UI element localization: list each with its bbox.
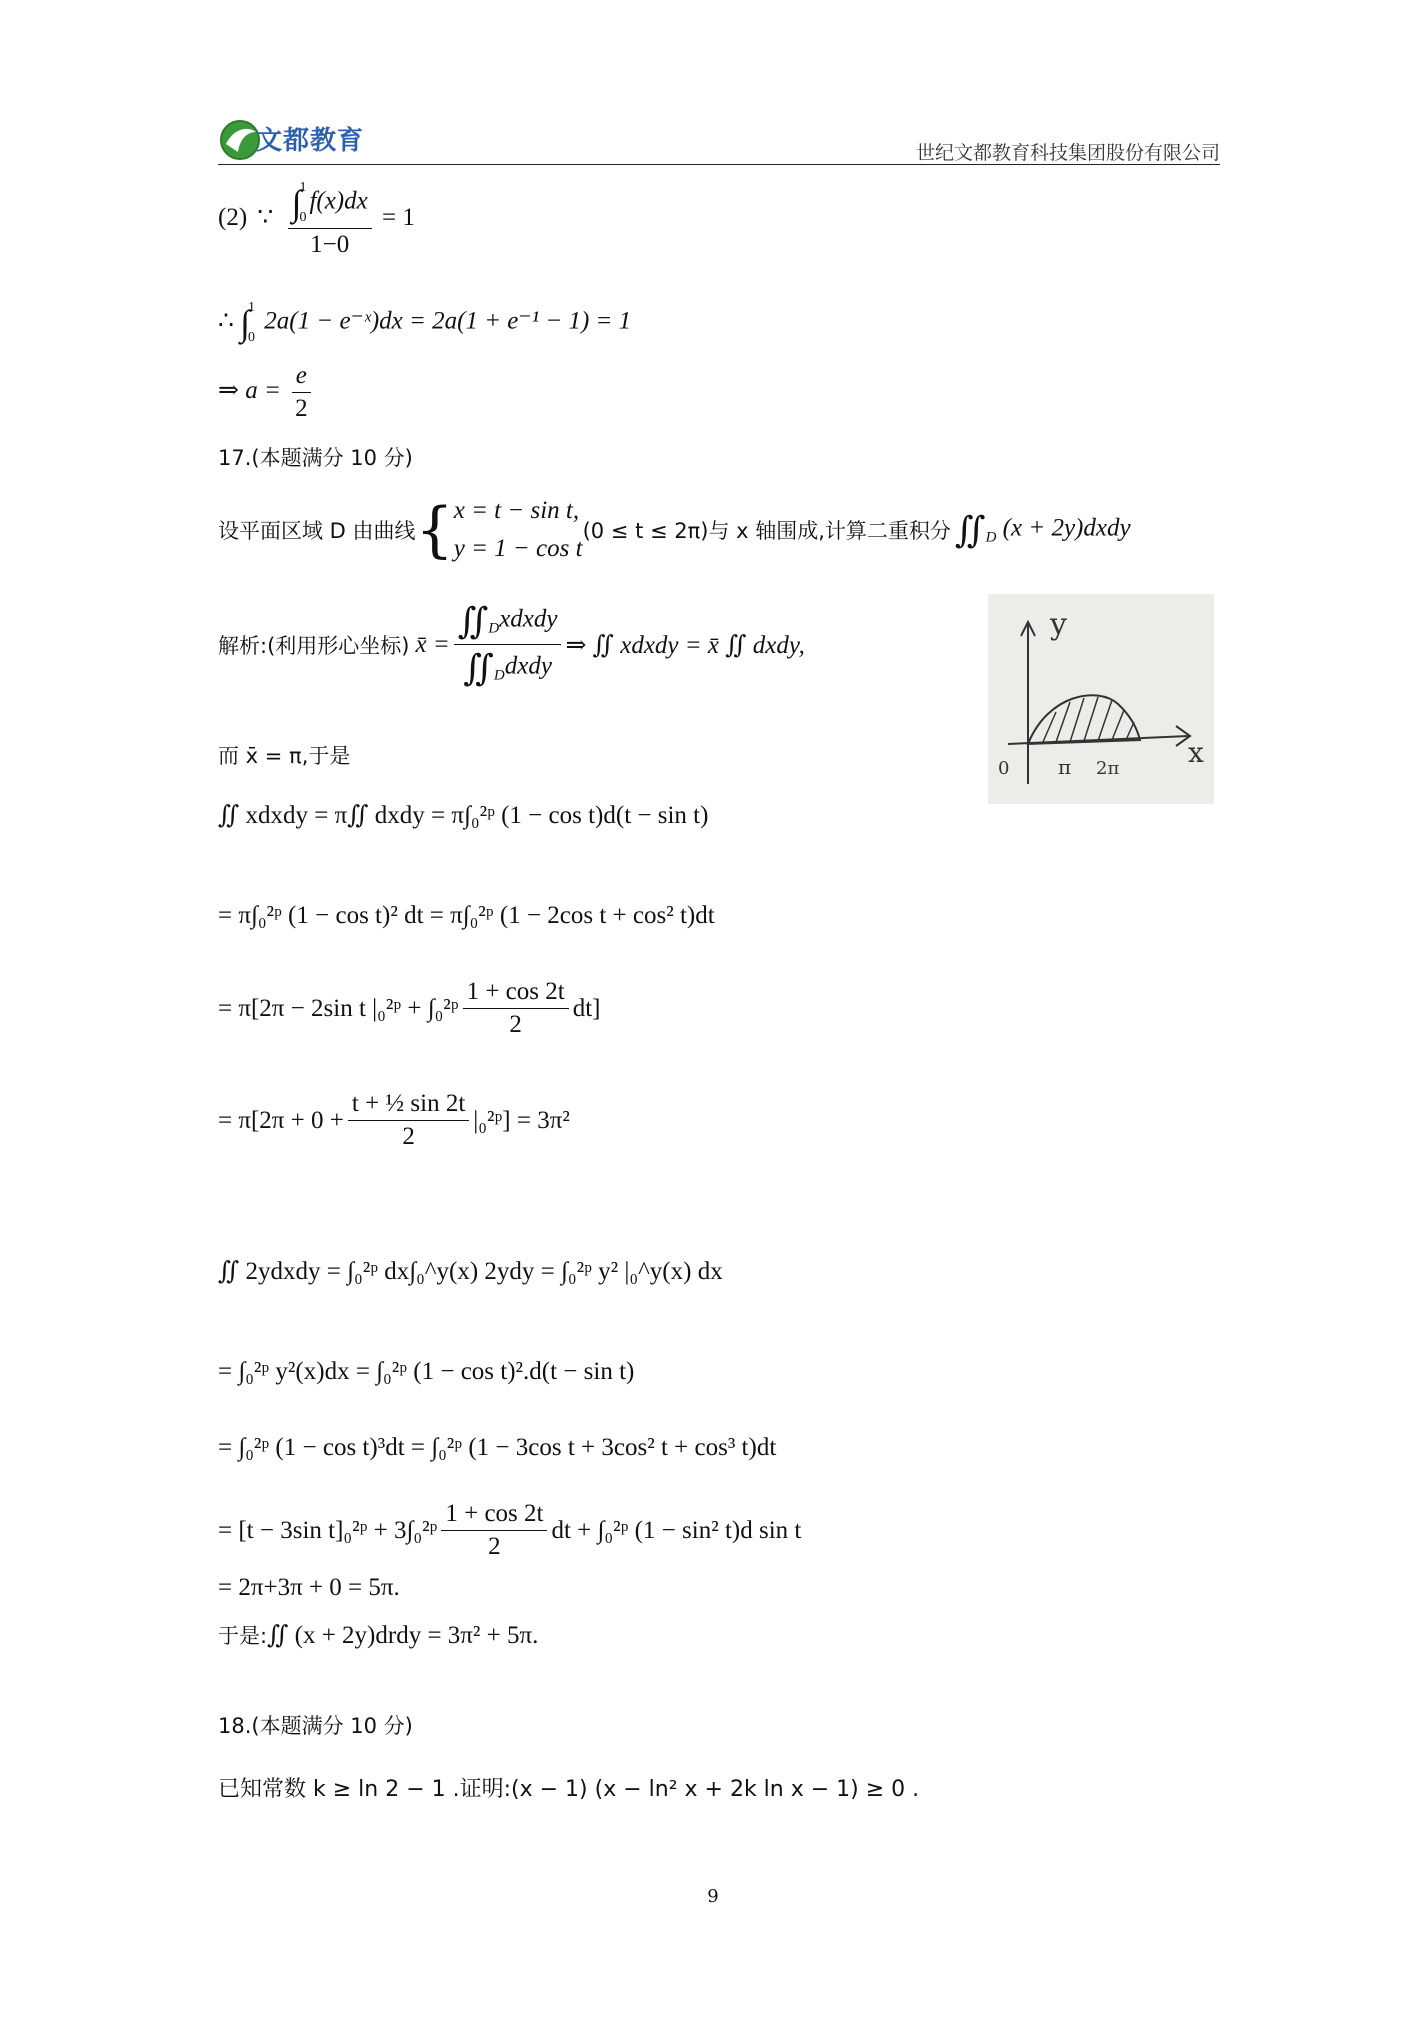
- svg-text:π: π: [1058, 755, 1072, 779]
- svg-text:x: x: [1188, 736, 1204, 769]
- q17-step6: = ∫₀²ᵖ y²(x)dx = ∫₀²ᵖ (1 − cos t)².d(t − sin t): [218, 1358, 635, 1385]
- q17-step2: = π∫₀²ᵖ (1 − cos t)² dt = π∫₀²ᵖ (1 − 2cos t + cos² t)dt: [218, 902, 715, 929]
- q17-step1: ∬ xdxdy = π∬ dxdy = π∫₀²ᵖ (1 − cos t)d(t − sin t): [218, 802, 709, 829]
- q17-step5: ∬ 2ydxdy = ∫₀²ᵖ dx∫₀^y(x) 2ydy = ∫₀²ᵖ y² |₀^y(x) dx: [218, 1258, 723, 1285]
- part2-line1: (2) ∵ ∫ 1 0 f(x)dx 1−0 = 1: [218, 180, 415, 258]
- q17-heading: 17.(本题满分 10 分): [218, 446, 413, 470]
- part2-line3: ⇒ a = $\frac{e}{2}$: [218, 362, 316, 423]
- q17-solution-centroid: 解析:(利用形心坐标) x̄ = $\frac{∬_Dxdxdy}{∬_Ddxdy}$ ⇒ ∬ xdxdy = x̄ ∬ dxdy,: [218, 601, 805, 688]
- header-divider: [218, 164, 1220, 165]
- q17-xbar: 而 x̄ = π,于是: [218, 744, 351, 768]
- svg-text:y: y: [1050, 607, 1067, 642]
- part2-line2: ∴ ∫ 1 0 2a(1 − e⁻ˣ)dx = 2a(1 + e⁻¹ − 1) = 1: [218, 300, 632, 345]
- svg-text:0: 0: [998, 758, 1010, 779]
- q17-conclusion: 于是: ∬ (x + 2y)drdy = 3π² + 5π.: [218, 1622, 539, 1649]
- svg-text:2π: 2π: [1096, 758, 1120, 779]
- logo-text: 文都教育: [256, 126, 365, 156]
- page-number: 9: [707, 1886, 719, 1907]
- q17-step8: = [t − 3sin t]₀²ᵖ + 3∫₀²ᵖ $\frac{1 + \cos 2t}{2}$ dt + ∫₀²ᵖ (1 − sin² t)d sin t: [218, 1500, 802, 1560]
- company-name: 世纪文都教育科技集团股份有限公司: [915, 142, 1220, 164]
- q18-heading: 18.(本题满分 10 分): [218, 1714, 413, 1738]
- q17-step9: = 2π+3π + 0 = 5π.: [218, 1574, 400, 1601]
- q18-statement: 已知常数 k ≥ ln 2 − 1 .证明:(x − 1) (x − ln² x + 2k ln x − 1) ≥ 0 .: [218, 1777, 920, 1802]
- q17-statement: 设平面区域 D 由曲线 { x = t − sin t, y = 1 − cos t (0 ≤ t ≤ 2π)与 x 轴围成,计算二重积分 $∬_D$ (x + 2y)dxdy: [218, 495, 1131, 565]
- q17-step3: = π[2π − 2sin t |₀²ᵖ + ∫₀²ᵖ $\frac{1 + \cos 2t}{2}$ dt]: [218, 978, 601, 1038]
- q17-step7: = ∫₀²ᵖ (1 − cos t)³dt = ∫₀²ᵖ (1 − 3cos t + 3cos² t + cos³ t)dt: [218, 1434, 777, 1461]
- q17-step4: = π[2π + 0 + $\frac{\text{t + ½ sin 2t}}{2}$ |₀²ᵖ] = 3π²: [218, 1090, 570, 1150]
- region-sketch-image: [988, 594, 1214, 804]
